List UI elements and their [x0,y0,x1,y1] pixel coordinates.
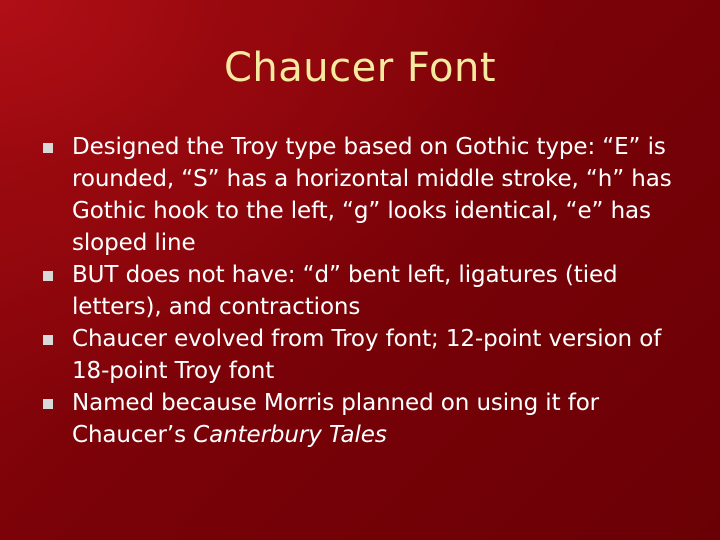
square-bullet-icon [43,271,53,281]
slide-title: Chaucer Font [224,45,496,91]
bullet-item [0,259,720,323]
bullet-text: BUT does not have: “d” bent left, ligatures (tied letters), and contractions [72,262,618,320]
bullet-text: Chaucer evolved from Troy font; 12-point version of 18-point Troy font [72,326,662,384]
book-title: Canterbury Tales [193,422,387,448]
bullet-item [0,131,720,259]
bullet-text-plain: Named because Morris planned on using it for Chaucer’s [72,390,600,448]
bullet-list [0,131,720,451]
bullet-text: Designed the Troy type based on Gothic type: “E” is rounded, “S” has a horizontal middle stroke, “h” has Gothic hook to the left, “g” looks identical, “e” has sloped line [72,134,672,256]
bullet-item [0,387,720,451]
square-bullet-icon [43,399,53,409]
bullet-text [72,390,599,448]
square-bullet-icon [43,143,53,153]
bullet-item [0,323,720,387]
square-bullet-icon [43,335,53,345]
